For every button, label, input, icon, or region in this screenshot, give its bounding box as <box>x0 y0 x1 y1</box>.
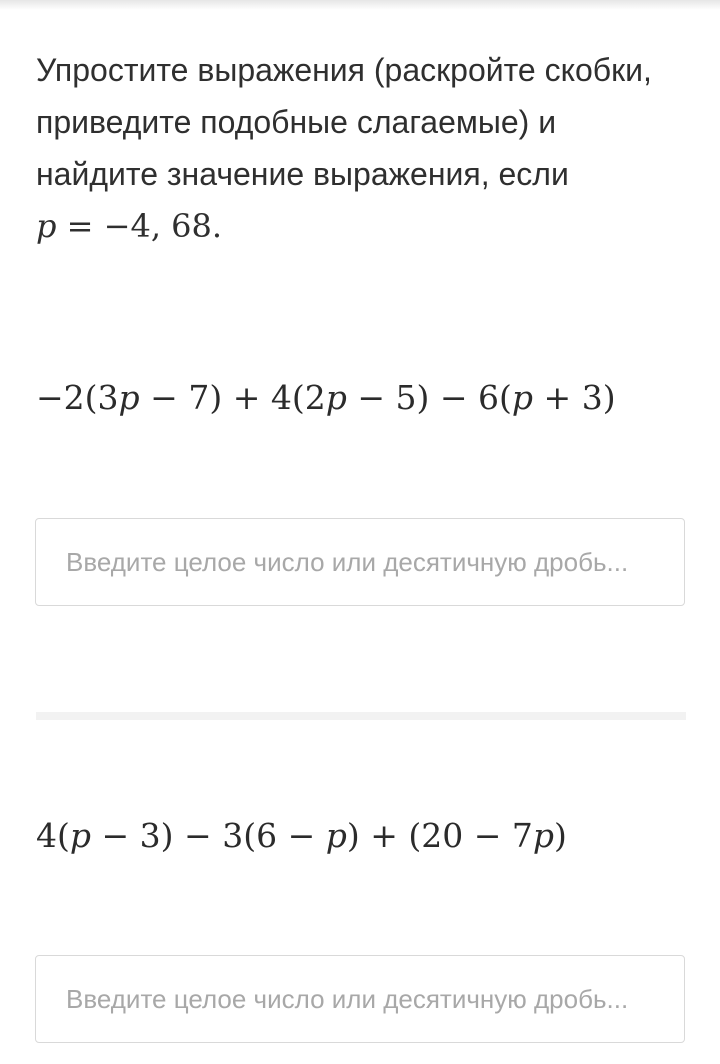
answer-field-2[interactable] <box>35 955 685 1043</box>
question-line: Упростите выражения (раскройте скобки, <box>36 52 652 88</box>
answer-field-1[interactable] <box>35 518 685 606</box>
expression-2: 4(p − 3) − 3(6 − p) + (20 − 7p) <box>36 816 567 855</box>
question-text <box>36 44 696 252</box>
question-line: найдите значение выражения, если <box>36 156 569 192</box>
section-divider <box>36 712 686 720</box>
top-shadow <box>0 0 720 10</box>
answer-input-1[interactable] <box>36 519 684 605</box>
question-line: приведите подобные слагаемые) и <box>36 104 557 140</box>
expression-1: −2(3p − 7) + 4(2p − 5) − 6(p + 3) <box>36 378 616 417</box>
question-condition <box>36 200 696 252</box>
condition-variable: p <box>36 207 57 245</box>
condition-value: = −4, 68. <box>56 207 223 245</box>
answer-input-2[interactable] <box>36 956 684 1042</box>
